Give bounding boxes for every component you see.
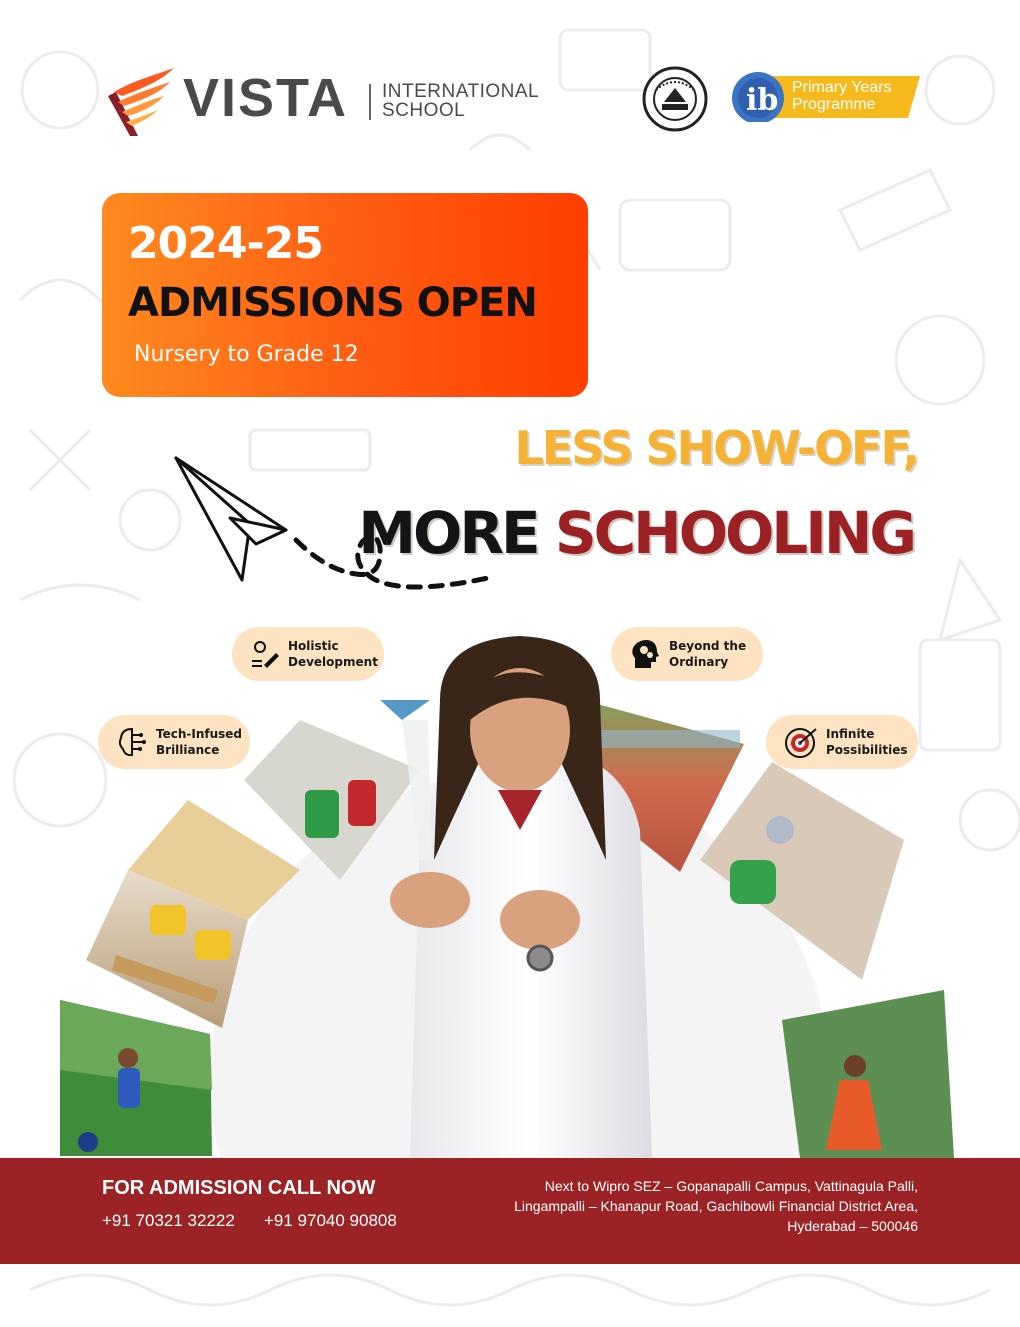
- phone-number-2[interactable]: +91 97040 90808: [264, 1211, 397, 1230]
- tagline-schooling: SCHOOLING: [554, 499, 914, 567]
- feature-beyond-the-ordinary: [611, 627, 763, 681]
- admissions-grades: Nursery to Grade 12: [134, 342, 359, 367]
- ib-programme-line-1: Primary Years: [792, 79, 892, 96]
- feature-holistic-development: [232, 627, 384, 681]
- ib-programme-line-2: Programme: [792, 96, 876, 113]
- feature-infinite-possibilities: [766, 715, 918, 769]
- feature-label: Holistic Development: [288, 639, 378, 669]
- feature-tech-infused-brilliance: [98, 715, 250, 769]
- brain-circuit-icon: [116, 726, 148, 758]
- brand-subline-1: INTERNATIONAL: [382, 81, 540, 102]
- feature-label: Tech-Infused Brilliance: [156, 727, 243, 757]
- paper-plane-icon: [170, 452, 510, 602]
- target-icon: [784, 725, 818, 759]
- tagline-more: MORE: [358, 499, 538, 567]
- wing-logo-icon: [100, 66, 176, 140]
- address-line-2: Lingampalli – Khanapur Road, Gachibowli Financial District Area,: [514, 1198, 918, 1214]
- svg-text:ib: ib: [746, 83, 779, 118]
- admissions-headline: ADMISSIONS OPEN: [128, 280, 537, 326]
- brand-wordmark: VISTA: [183, 68, 349, 128]
- head-gears-icon: [629, 638, 661, 670]
- brand-subline-2: SCHOOL: [382, 100, 466, 121]
- phone-number-1[interactable]: +91 70321 32222: [102, 1211, 235, 1230]
- feature-label: Infinite Possibilities: [826, 727, 908, 757]
- student-photo-collage: [0, 620, 1020, 1160]
- cbse-seal-icon: [642, 66, 708, 132]
- wordmark-divider: [369, 84, 371, 120]
- tagline-line-1: LESS SHOW-OFF,: [514, 421, 918, 475]
- address-line-3: Hyderabad – 500046: [787, 1218, 918, 1234]
- admissions-year: 2024-25: [128, 218, 323, 269]
- address-line-1: Next to Wipro SEZ – Gopanapalli Campus, Vattinagula Palli,: [544, 1178, 918, 1194]
- bulb-pencil-icon: [250, 639, 280, 669]
- admission-call-heading: FOR ADMISSION CALL NOW: [102, 1177, 376, 1199]
- header: [0, 0, 1020, 160]
- feature-label: Beyond the Ordinary: [669, 639, 747, 669]
